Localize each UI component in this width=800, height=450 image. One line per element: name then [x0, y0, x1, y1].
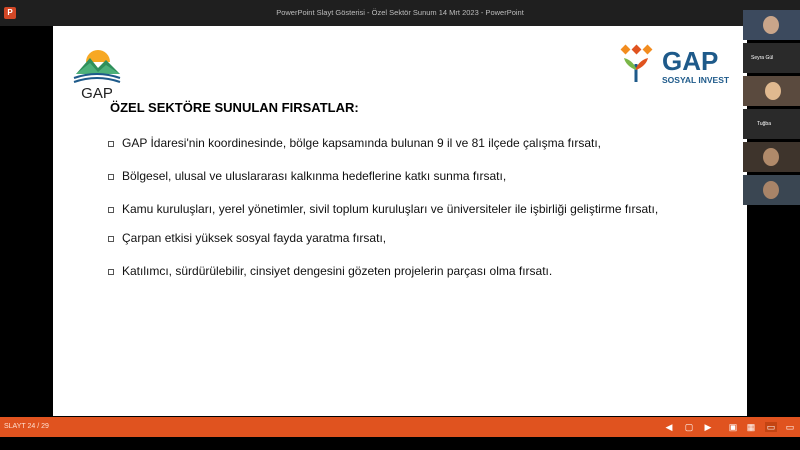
- gap-right-subtitle: SOSYAL INVEST: [662, 75, 730, 85]
- bullet-text: Çarpan etkisi yüksek sosyal fayda yaratma fırsatı,: [122, 231, 387, 245]
- bottom-strip: [0, 437, 800, 450]
- participants-panel[interactable]: [743, 10, 800, 210]
- present-icon[interactable]: ▭: [785, 422, 795, 432]
- bullet-text: Katılımcı, sürdürülebilir, cinsiyet dengesini gözeten projelerin parçası olma fırsatı.: [122, 264, 553, 278]
- bullet-square-icon: [108, 269, 114, 275]
- participant-name: Tuğba: [757, 121, 771, 127]
- gap-right-brand: GAP: [662, 46, 719, 76]
- participant-tile[interactable]: [743, 175, 800, 205]
- normal-view-icon[interactable]: ▣: [728, 422, 738, 432]
- bullet-item: [108, 136, 703, 151]
- window-titlebar: [0, 0, 800, 26]
- prev-icon[interactable]: ◀: [665, 422, 673, 432]
- avatar: [763, 16, 779, 34]
- participant-tile[interactable]: [743, 76, 800, 106]
- notes-icon[interactable]: ▢: [684, 422, 694, 432]
- bullet-text: Kamu kuruluşları, yerel yönetimler, sivil toplum kuruluşları ve üniversiteler ile işbirliği geliştirme fırsatı,: [122, 202, 659, 216]
- slide-title: ÖZEL SEKTÖRE SUNULAN FIRSATLAR:: [110, 100, 359, 115]
- slide-counter: SLAYT 24 / 29: [4, 423, 49, 430]
- bullet-item: [108, 202, 703, 217]
- bullet-item: [108, 264, 703, 279]
- bullet-item: [108, 231, 703, 246]
- avatar: [765, 82, 781, 100]
- gap-sosyal-invest-sprout-icon: [621, 45, 653, 82]
- reading-view-icon[interactable]: ▭: [766, 422, 776, 432]
- bullet-text: GAP İdaresi'nin koordinesinde, bölge kapsamında bulunan 9 il ve 81 ilçede çalışma fırsatı,: [122, 136, 602, 150]
- participant-tile[interactable]: [743, 109, 800, 139]
- participant-name: Seyra Gül: [751, 55, 774, 61]
- participant-tile[interactable]: [743, 10, 800, 40]
- bullet-list: [108, 136, 703, 279]
- participant-tile[interactable]: [743, 142, 800, 172]
- avatar: [763, 181, 779, 199]
- bullet-square-icon: [108, 174, 114, 180]
- slideshow-statusbar: [0, 417, 800, 437]
- next-icon[interactable]: ▶: [704, 422, 712, 432]
- gap-logo-left-text: GAP: [81, 85, 113, 102]
- slide-letterbox-left: [0, 26, 53, 416]
- bullet-text: Bölgesel, ulusal ve uluslararası kalkınma hedeflerine katkı sunma fırsatı,: [122, 169, 507, 183]
- bullet-square-icon: [108, 207, 114, 213]
- window-title: PowerPoint Slayt Gösterisi - Özel Sektör Sunum 14 Mrt 2023 - PowerPoint: [276, 8, 524, 17]
- bullet-item: [108, 169, 703, 184]
- gap-sosyal-invest-logo: [618, 42, 740, 88]
- slide-sorter-icon[interactable]: ▦: [746, 422, 756, 432]
- bullet-square-icon: [108, 236, 114, 242]
- participant-tile[interactable]: [743, 43, 800, 73]
- gap-sun-mountain-icon: [68, 44, 126, 102]
- bullet-square-icon: [108, 141, 114, 147]
- powerpoint-icon: P: [4, 7, 16, 19]
- avatar: [763, 148, 779, 166]
